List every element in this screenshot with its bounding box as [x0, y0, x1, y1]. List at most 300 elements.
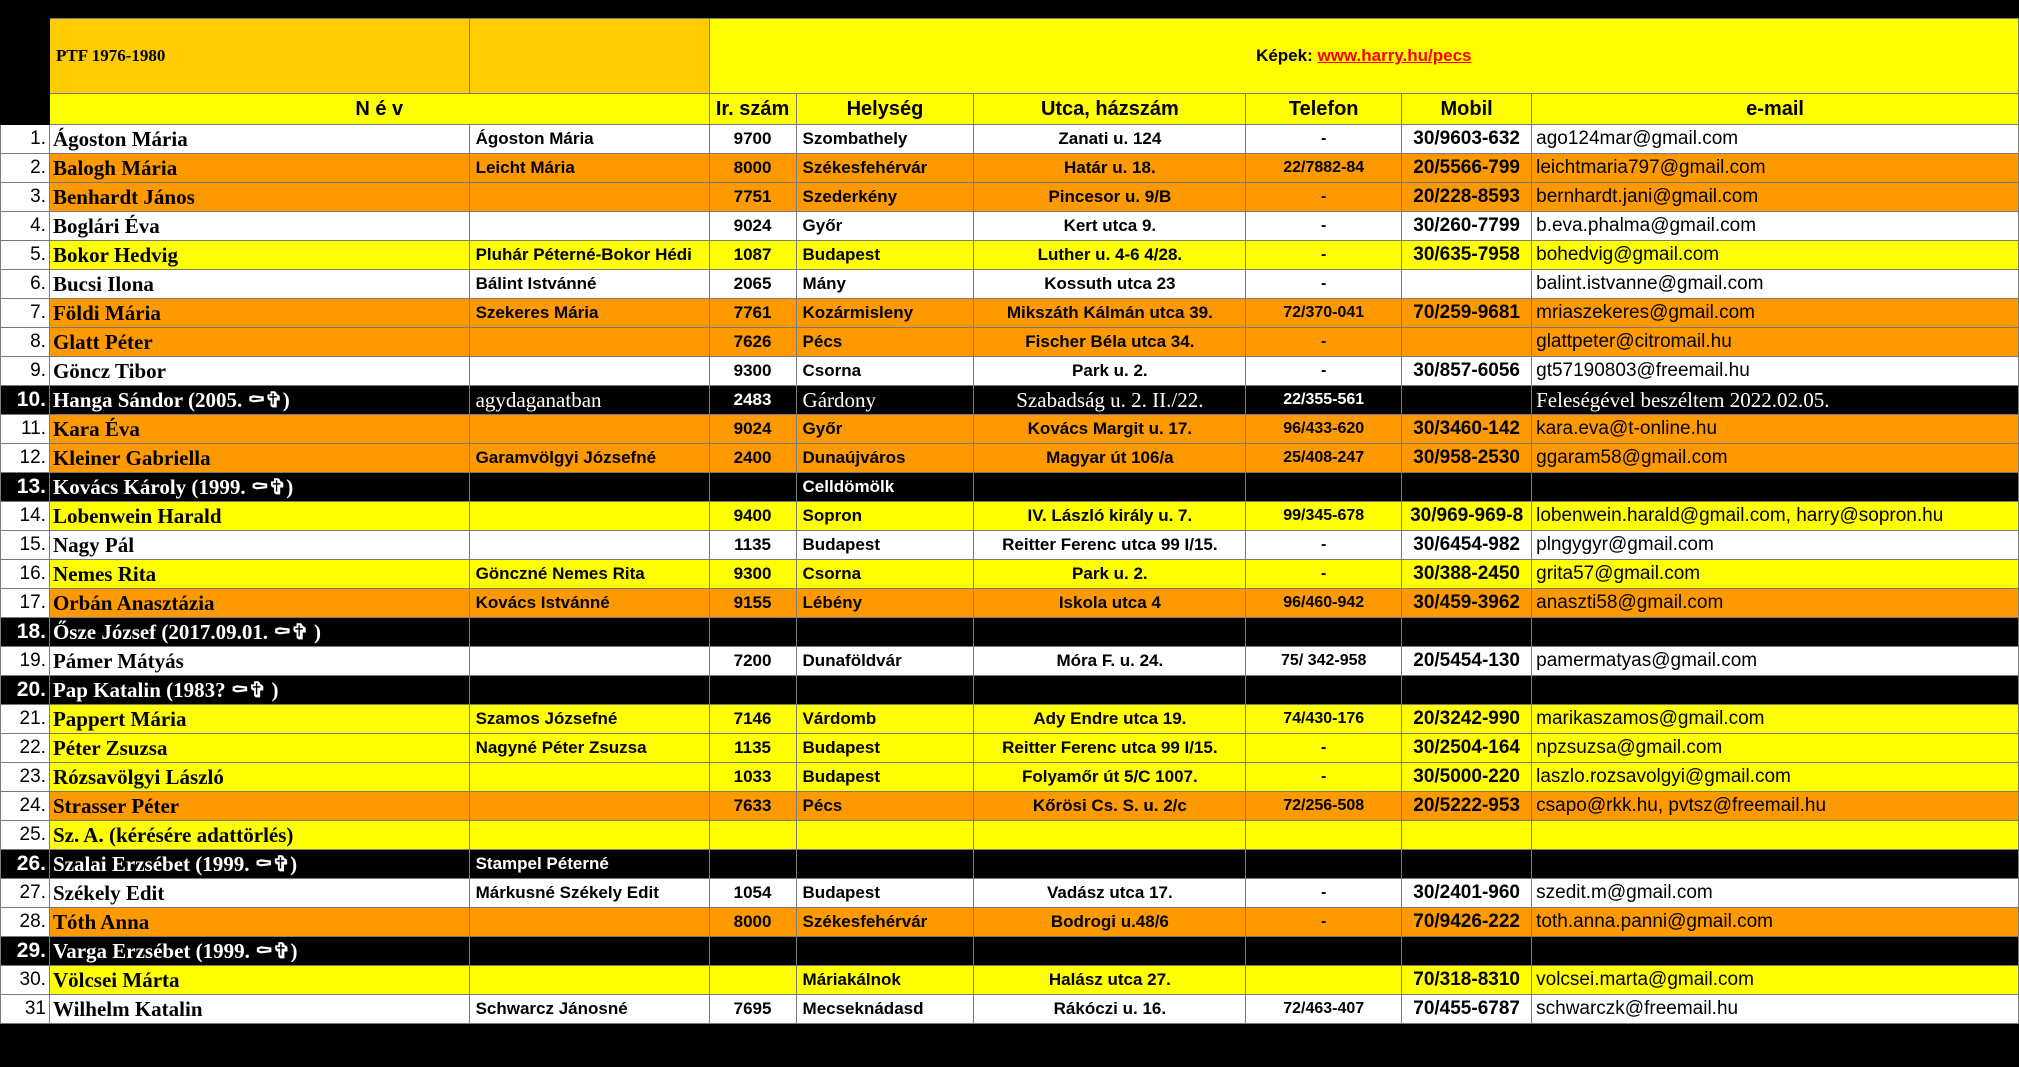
zip-cell[interactable]: 1033 — [709, 763, 796, 792]
alias-cell[interactable] — [469, 908, 709, 937]
zip-cell[interactable]: 2065 — [709, 270, 796, 299]
street-cell[interactable]: Móra F. u. 24. — [974, 647, 1246, 676]
alias-cell[interactable]: Gönczné Nemes Rita — [469, 560, 709, 589]
alias-cell[interactable]: Márkusné Székely Edit — [469, 879, 709, 908]
street-cell[interactable] — [974, 937, 1246, 966]
name-cell[interactable]: Nemes Rita — [49, 560, 469, 589]
name-cell[interactable]: Kovács Károly (1999. ⚰✞) — [49, 473, 469, 502]
phone-cell[interactable] — [1246, 618, 1402, 647]
city-cell[interactable]: Pécs — [796, 328, 974, 357]
city-cell[interactable]: Szederkény — [796, 183, 974, 212]
table-row — [1, 763, 2019, 792]
table-row — [1, 212, 2019, 241]
name-cell[interactable]: Ősze József (2017.09.01. ⚰✞ ) — [49, 618, 469, 647]
mobile-cell[interactable]: 20/5222-953 — [1402, 792, 1532, 821]
phone-cell[interactable]: - — [1246, 125, 1402, 154]
name-cell[interactable]: Bucsi Ilona — [49, 270, 469, 299]
alias-cell[interactable] — [469, 531, 709, 560]
city-cell[interactable]: Sopron — [796, 502, 974, 531]
mobile-cell[interactable] — [1402, 618, 1532, 647]
email-cell[interactable]: ggaram58@gmail.com — [1532, 444, 2019, 473]
table-row — [1, 444, 2019, 473]
alias-cell[interactable] — [469, 183, 709, 212]
mobile-cell[interactable]: 30/958-2530 — [1402, 444, 1532, 473]
mobile-cell[interactable]: 70/9426-222 — [1402, 908, 1532, 937]
email-cell[interactable] — [1532, 850, 2019, 879]
email-cell[interactable]: volcsei.marta@gmail.com — [1532, 966, 2019, 995]
city-cell[interactable]: Székesfehérvár — [796, 154, 974, 183]
phone-cell[interactable] — [1246, 473, 1402, 502]
city-cell[interactable]: Győr — [796, 212, 974, 241]
mobile-cell[interactable]: 20/5566-799 — [1402, 154, 1532, 183]
table-row — [1, 328, 2019, 357]
zip-cell[interactable]: 9300 — [709, 357, 796, 386]
name-cell[interactable]: Pap Katalin (1983? ⚰✞ ) — [49, 676, 469, 705]
street-cell[interactable]: Mikszáth Kálmán utca 39. — [974, 299, 1246, 328]
email-cell[interactable]: ago124mar@gmail.com — [1532, 125, 2019, 154]
page-title[interactable]: PTF 1976-1980 — [49, 19, 469, 94]
name-cell[interactable]: Strasser Péter — [49, 792, 469, 821]
name-cell[interactable]: Benhardt János — [49, 183, 469, 212]
zip-cell[interactable]: 8000 — [709, 154, 796, 183]
phone-cell[interactable]: - — [1246, 270, 1402, 299]
street-cell[interactable] — [974, 821, 1246, 850]
city-cell[interactable]: Csorna — [796, 560, 974, 589]
name-cell[interactable]: Varga Erzsébet (1999. ⚰✞) — [49, 937, 469, 966]
street-cell[interactable] — [974, 473, 1246, 502]
header-mobile[interactable]: Mobil — [1402, 94, 1532, 125]
pictures-link[interactable]: www.harry.hu/pecs — [1317, 46, 1472, 65]
name-cell[interactable]: Lobenwein Harald — [49, 502, 469, 531]
phone-cell[interactable]: - — [1246, 212, 1402, 241]
row-number: 24. — [1, 792, 50, 821]
street-cell[interactable]: Reitter Ferenc utca 99 I/15. — [974, 734, 1246, 763]
email-cell[interactable]: plngygyr@gmail.com — [1532, 531, 2019, 560]
alias-cell[interactable] — [469, 415, 709, 444]
alias-cell[interactable]: Bálint Istvánné — [469, 270, 709, 299]
street-cell[interactable]: Ady Endre utca 19. — [974, 705, 1246, 734]
city-cell[interactable]: Székesfehérvár — [796, 908, 974, 937]
mobile-cell[interactable]: 30/9603-632 — [1402, 125, 1532, 154]
email-cell[interactable]: laszlo.rozsavolgyi@gmail.com — [1532, 763, 2019, 792]
alias-cell[interactable] — [469, 937, 709, 966]
row-number: 17. — [1, 589, 50, 618]
mobile-cell[interactable]: 30/3460-142 — [1402, 415, 1532, 444]
mobile-cell[interactable]: 70/455-6787 — [1402, 995, 1532, 1024]
row-number: 26. — [1, 850, 50, 879]
zip-cell[interactable] — [709, 473, 796, 502]
alias-cell[interactable] — [469, 618, 709, 647]
city-cell[interactable]: Szombathely — [796, 125, 974, 154]
city-cell[interactable]: Dunaföldvár — [796, 647, 974, 676]
email-cell[interactable] — [1532, 473, 2019, 502]
phone-cell[interactable]: - — [1246, 357, 1402, 386]
pictures-label: Képek: — [1256, 46, 1318, 65]
alias-cell[interactable]: agydaganatban — [469, 386, 709, 415]
alias-cell[interactable] — [469, 473, 709, 502]
table-row — [1, 647, 2019, 676]
phone-cell[interactable]: - — [1246, 908, 1402, 937]
mobile-cell[interactable]: 20/228-8593 — [1402, 183, 1532, 212]
alias-cell[interactable]: Kovács Istvánné — [469, 589, 709, 618]
name-cell[interactable]: Orbán Anasztázia — [49, 589, 469, 618]
street-cell[interactable]: Iskola utca 4 — [974, 589, 1246, 618]
mobile-cell[interactable]: 30/2504-164 — [1402, 734, 1532, 763]
street-cell[interactable]: Luther u. 4-6 4/28. — [974, 241, 1246, 270]
name-cell[interactable]: Péter Zsuzsa — [49, 734, 469, 763]
zip-cell[interactable] — [709, 966, 796, 995]
email-cell[interactable]: leichtmaria797@gmail.com — [1532, 154, 2019, 183]
mobile-cell[interactable]: 20/3242-990 — [1402, 705, 1532, 734]
mobile-cell[interactable] — [1402, 937, 1532, 966]
row-number: 7. — [1, 299, 50, 328]
name-cell[interactable]: Tóth Anna — [49, 908, 469, 937]
row-header-blank — [1, 94, 50, 125]
alias-cell[interactable]: Ágoston Mária — [469, 125, 709, 154]
phone-cell[interactable]: - — [1246, 328, 1402, 357]
alias-cell[interactable]: Pluhár Péterné-Bokor Hédi — [469, 241, 709, 270]
city-cell[interactable]: Budapest — [796, 531, 974, 560]
city-cell[interactable]: Várdomb — [796, 705, 974, 734]
name-cell[interactable]: Pámer Mátyás — [49, 647, 469, 676]
zip-cell[interactable]: 1087 — [709, 241, 796, 270]
header-email[interactable]: e-mail — [1532, 94, 2019, 125]
table-row — [1, 154, 2019, 183]
city-cell[interactable]: Pécs — [796, 792, 974, 821]
table-row — [1, 415, 2019, 444]
zip-cell[interactable]: 8000 — [709, 908, 796, 937]
alias-cell[interactable] — [469, 328, 709, 357]
city-cell[interactable]: Budapest — [796, 879, 974, 908]
city-cell[interactable]: Budapest — [796, 734, 974, 763]
header-street[interactable]: Utca, házszám — [974, 94, 1246, 125]
city-cell[interactable]: Mány — [796, 270, 974, 299]
city-cell[interactable]: Kozármisleny — [796, 299, 974, 328]
zip-cell[interactable]: 9024 — [709, 415, 796, 444]
email-cell[interactable]: balint.istvanne@gmail.com — [1532, 270, 2019, 299]
name-cell[interactable]: Bokor Hedvig — [49, 241, 469, 270]
email-cell[interactable]: anaszti58@gmail.com — [1532, 589, 2019, 618]
street-cell[interactable]: Szabadság u. 2. II./22. — [974, 386, 1246, 415]
phone-cell[interactable]: 72/256-508 — [1246, 792, 1402, 821]
name-cell[interactable]: Rózsavölgyi László — [49, 763, 469, 792]
street-cell[interactable]: Kert utca 9. — [974, 212, 1246, 241]
city-cell[interactable]: Csorna — [796, 357, 974, 386]
table-row — [1, 299, 2019, 328]
street-cell[interactable]: Halász utca 27. — [974, 966, 1246, 995]
phone-cell[interactable]: 96/433-620 — [1246, 415, 1402, 444]
street-cell[interactable]: Fischer Béla utca 34. — [974, 328, 1246, 357]
row-number: 22. — [1, 734, 50, 763]
alias-cell[interactable]: Nagyné Péter Zsuzsa — [469, 734, 709, 763]
mobile-cell[interactable] — [1402, 473, 1532, 502]
email-cell[interactable] — [1532, 618, 2019, 647]
phone-cell[interactable]: 99/345-678 — [1246, 502, 1402, 531]
phone-cell[interactable]: - — [1246, 879, 1402, 908]
zip-cell[interactable]: 9155 — [709, 589, 796, 618]
alias-cell[interactable]: Szekeres Mária — [469, 299, 709, 328]
street-cell[interactable]: Park u. 2. — [974, 357, 1246, 386]
row-number: 23. — [1, 763, 50, 792]
street-cell[interactable]: Kossuth utca 23 — [974, 270, 1246, 299]
alias-cell[interactable]: Schwarcz Jánosné — [469, 995, 709, 1024]
phone-cell[interactable]: - — [1246, 241, 1402, 270]
row-number: 9. — [1, 357, 50, 386]
zip-cell[interactable]: 7633 — [709, 792, 796, 821]
street-cell[interactable]: Folyamőr út 5/C 1007. — [974, 763, 1246, 792]
city-cell[interactable]: Budapest — [796, 241, 974, 270]
city-cell[interactable]: Budapest — [796, 763, 974, 792]
email-cell[interactable]: Feleségével beszéltem 2022.02.05. — [1532, 386, 2019, 415]
zip-cell[interactable]: 7146 — [709, 705, 796, 734]
mobile-cell[interactable]: 70/259-9681 — [1402, 299, 1532, 328]
phone-cell[interactable]: - — [1246, 763, 1402, 792]
city-cell[interactable] — [796, 821, 974, 850]
name-cell[interactable]: Wilhelm Katalin — [49, 995, 469, 1024]
table-row — [1, 879, 2019, 908]
row-number: 16. — [1, 560, 50, 589]
email-cell[interactable]: gt57190803@freemail.hu — [1532, 357, 2019, 386]
street-cell[interactable]: Park u. 2. — [974, 560, 1246, 589]
name-cell[interactable]: Balogh Mária — [49, 154, 469, 183]
alias-cell[interactable] — [469, 676, 709, 705]
street-cell[interactable]: Bodrogi u.48/6 — [974, 908, 1246, 937]
zip-cell[interactable]: 1135 — [709, 734, 796, 763]
alias-cell[interactable]: Szamos Józsefné — [469, 705, 709, 734]
row-number: 10. — [1, 386, 50, 415]
name-cell[interactable]: Kara Éva — [49, 415, 469, 444]
email-cell[interactable]: csapo@rkk.hu, pvtsz@freemail.hu — [1532, 792, 2019, 821]
alias-cell[interactable] — [469, 763, 709, 792]
email-cell[interactable]: schwarczk@freemail.hu — [1532, 995, 2019, 1024]
street-cell[interactable]: Kőrösi Cs. S. u. 2/c — [974, 792, 1246, 821]
alias-cell[interactable]: Stampel Péterné — [469, 850, 709, 879]
email-cell[interactable] — [1532, 937, 2019, 966]
zip-cell[interactable] — [709, 676, 796, 705]
email-cell[interactable]: bernhardt.jani@gmail.com — [1532, 183, 2019, 212]
phone-cell[interactable] — [1246, 676, 1402, 705]
zip-cell[interactable]: 7626 — [709, 328, 796, 357]
zip-cell[interactable]: 1054 — [709, 879, 796, 908]
phone-cell[interactable]: - — [1246, 183, 1402, 212]
email-cell[interactable]: kara.eva@t-online.hu — [1532, 415, 2019, 444]
table-row — [1, 821, 2019, 850]
street-cell[interactable]: Pincesor u. 9/B — [974, 183, 1246, 212]
phone-cell[interactable]: 72/463-407 — [1246, 995, 1402, 1024]
zip-cell[interactable]: 9400 — [709, 502, 796, 531]
name-cell[interactable]: Nagy Pál — [49, 531, 469, 560]
row-number: 15. — [1, 531, 50, 560]
street-cell[interactable] — [974, 676, 1246, 705]
header-zip[interactable]: Ir. szám — [709, 94, 796, 125]
phone-cell[interactable]: 25/408-247 — [1246, 444, 1402, 473]
name-cell[interactable]: Székely Edit — [49, 879, 469, 908]
zip-cell[interactable]: 1135 — [709, 531, 796, 560]
mobile-cell[interactable] — [1402, 676, 1532, 705]
name-cell[interactable]: Glatt Péter — [49, 328, 469, 357]
mobile-cell[interactable]: 30/2401-960 — [1402, 879, 1532, 908]
email-cell[interactable]: mriaszekeres@gmail.com — [1532, 299, 2019, 328]
alias-cell[interactable] — [469, 502, 709, 531]
street-cell[interactable]: Magyar út 106/a — [974, 444, 1246, 473]
header-city[interactable]: Helység — [796, 94, 974, 125]
phone-cell[interactable] — [1246, 821, 1402, 850]
alias-cell[interactable] — [469, 212, 709, 241]
row-number: 30. — [1, 966, 50, 995]
city-cell[interactable] — [796, 618, 974, 647]
city-cell[interactable] — [796, 676, 974, 705]
mobile-cell[interactable]: 30/635-7958 — [1402, 241, 1532, 270]
row-number: 2. — [1, 154, 50, 183]
city-cell[interactable] — [796, 937, 974, 966]
email-cell[interactable]: pamermatyas@gmail.com — [1532, 647, 2019, 676]
mobile-cell[interactable] — [1402, 328, 1532, 357]
name-cell[interactable]: Szalai Erzsébet (1999. ⚰✞) — [49, 850, 469, 879]
title-blank-cell[interactable] — [469, 19, 709, 94]
name-cell[interactable]: Pappert Mária — [49, 705, 469, 734]
mobile-cell[interactable] — [1402, 386, 1532, 415]
table-row — [1, 908, 2019, 937]
phone-cell[interactable]: 96/460-942 — [1246, 589, 1402, 618]
table-row — [1, 531, 2019, 560]
phone-cell[interactable] — [1246, 850, 1402, 879]
alias-cell[interactable] — [469, 821, 709, 850]
spreadsheet-grid — [0, 18, 2019, 1024]
city-cell[interactable]: Máriakálnok — [796, 966, 974, 995]
mobile-cell[interactable]: 30/969-969-8 — [1402, 502, 1532, 531]
alias-cell[interactable] — [469, 647, 709, 676]
name-cell[interactable]: Boglári Éva — [49, 212, 469, 241]
row-number: 20. — [1, 676, 50, 705]
mobile-cell[interactable]: 30/5000-220 — [1402, 763, 1532, 792]
street-cell[interactable]: Reitter Ferenc utca 99 I/15. — [974, 531, 1246, 560]
mobile-cell[interactable]: 30/388-2450 — [1402, 560, 1532, 589]
phone-cell[interactable]: 74/430-176 — [1246, 705, 1402, 734]
zip-cell[interactable] — [709, 850, 796, 879]
zip-cell[interactable] — [709, 821, 796, 850]
city-cell[interactable]: Gárdony — [796, 386, 974, 415]
phone-cell[interactable]: 22/355-561 — [1246, 386, 1402, 415]
pictures-link-cell[interactable] — [709, 19, 2018, 94]
phone-cell[interactable]: - — [1246, 734, 1402, 763]
city-cell[interactable]: Celldömölk — [796, 473, 974, 502]
phone-cell[interactable]: - — [1246, 560, 1402, 589]
email-cell[interactable]: marikaszamos@gmail.com — [1532, 705, 2019, 734]
table-row — [1, 705, 2019, 734]
name-cell[interactable]: Kleiner Gabriella — [49, 444, 469, 473]
zip-cell[interactable]: 7695 — [709, 995, 796, 1024]
email-cell[interactable]: lobenwein.harald@gmail.com, harry@sopron.hu — [1532, 502, 2019, 531]
title-row — [1, 19, 2019, 94]
street-cell[interactable] — [974, 850, 1246, 879]
city-cell[interactable] — [796, 850, 974, 879]
mobile-cell[interactable]: 70/318-8310 — [1402, 966, 1532, 995]
name-cell[interactable]: Völcsei Márta — [49, 966, 469, 995]
zip-cell[interactable] — [709, 937, 796, 966]
row-number: 25. — [1, 821, 50, 850]
name-cell[interactable]: Sz. A. (kérésére adattörlés) — [49, 821, 469, 850]
alias-cell[interactable] — [469, 792, 709, 821]
phone-cell[interactable]: - — [1246, 531, 1402, 560]
table-row — [1, 966, 2019, 995]
alias-cell[interactable] — [469, 357, 709, 386]
mobile-cell[interactable]: 20/5454-130 — [1402, 647, 1532, 676]
mobile-cell[interactable]: 30/857-6056 — [1402, 357, 1532, 386]
phone-cell[interactable] — [1246, 937, 1402, 966]
header-name[interactable]: N é v — [49, 94, 709, 125]
name-cell[interactable]: Ágoston Mária — [49, 125, 469, 154]
name-cell[interactable]: Hanga Sándor (2005. ⚰✞) — [49, 386, 469, 415]
mobile-cell[interactable] — [1402, 821, 1532, 850]
header-phone[interactable]: Telefon — [1246, 94, 1402, 125]
email-cell[interactable]: grita57@gmail.com — [1532, 560, 2019, 589]
row-header-blank — [1, 19, 50, 94]
alias-cell[interactable]: Leicht Mária — [469, 154, 709, 183]
row-number: 29. — [1, 937, 50, 966]
zip-cell[interactable]: 7761 — [709, 299, 796, 328]
row-number: 14. — [1, 502, 50, 531]
alias-cell[interactable] — [469, 966, 709, 995]
name-cell[interactable]: Göncz Tibor — [49, 357, 469, 386]
street-cell[interactable]: Rákóczi u. 16. — [974, 995, 1246, 1024]
email-cell[interactable] — [1532, 676, 2019, 705]
zip-cell[interactable]: 2483 — [709, 386, 796, 415]
row-number: 4. — [1, 212, 50, 241]
email-cell[interactable]: szedit.m@gmail.com — [1532, 879, 2019, 908]
mobile-cell[interactable]: 30/260-7799 — [1402, 212, 1532, 241]
email-cell[interactable] — [1532, 821, 2019, 850]
phone-cell[interactable]: 22/7882-84 — [1246, 154, 1402, 183]
phone-cell[interactable]: 75/ 342-958 — [1246, 647, 1402, 676]
mobile-cell[interactable]: 30/459-3962 — [1402, 589, 1532, 618]
street-cell[interactable]: Zanati u. 124 — [974, 125, 1246, 154]
zip-cell[interactable] — [709, 618, 796, 647]
zip-cell[interactable]: 7751 — [709, 183, 796, 212]
zip-cell[interactable]: 9024 — [709, 212, 796, 241]
city-cell[interactable]: Dunaújváros — [796, 444, 974, 473]
street-cell[interactable]: Határ u. 18. — [974, 154, 1246, 183]
row-number: 3. — [1, 183, 50, 212]
zip-cell[interactable]: 9300 — [709, 560, 796, 589]
email-cell[interactable]: bohedvig@gmail.com — [1532, 241, 2019, 270]
zip-cell[interactable]: 2400 — [709, 444, 796, 473]
table-row — [1, 357, 2019, 386]
mobile-cell[interactable] — [1402, 270, 1532, 299]
city-cell[interactable]: Győr — [796, 415, 974, 444]
table-row — [1, 241, 2019, 270]
phone-cell[interactable] — [1246, 966, 1402, 995]
zip-cell[interactable]: 9700 — [709, 125, 796, 154]
street-cell[interactable]: Vadász utca 17. — [974, 879, 1246, 908]
alias-cell[interactable]: Garamvölgyi Józsefné — [469, 444, 709, 473]
email-cell[interactable]: toth.anna.panni@gmail.com — [1532, 908, 2019, 937]
zip-cell[interactable]: 7200 — [709, 647, 796, 676]
street-cell[interactable] — [974, 618, 1246, 647]
phone-cell[interactable]: 72/370-041 — [1246, 299, 1402, 328]
mobile-cell[interactable] — [1402, 850, 1532, 879]
city-cell[interactable]: Lébény — [796, 589, 974, 618]
street-cell[interactable]: Kovács Margit u. 17. — [974, 415, 1246, 444]
email-cell[interactable]: glattpeter@citromail.hu — [1532, 328, 2019, 357]
email-cell[interactable]: b.eva.phalma@gmail.com — [1532, 212, 2019, 241]
city-cell[interactable]: Mecseknádasd — [796, 995, 974, 1024]
table-row — [1, 850, 2019, 879]
email-cell[interactable]: npzsuzsa@gmail.com — [1532, 734, 2019, 763]
mobile-cell[interactable]: 30/6454-982 — [1402, 531, 1532, 560]
table-row — [1, 618, 2019, 647]
name-cell[interactable]: Földi Mária — [49, 299, 469, 328]
street-cell[interactable]: IV. László király u. 7. — [974, 502, 1246, 531]
